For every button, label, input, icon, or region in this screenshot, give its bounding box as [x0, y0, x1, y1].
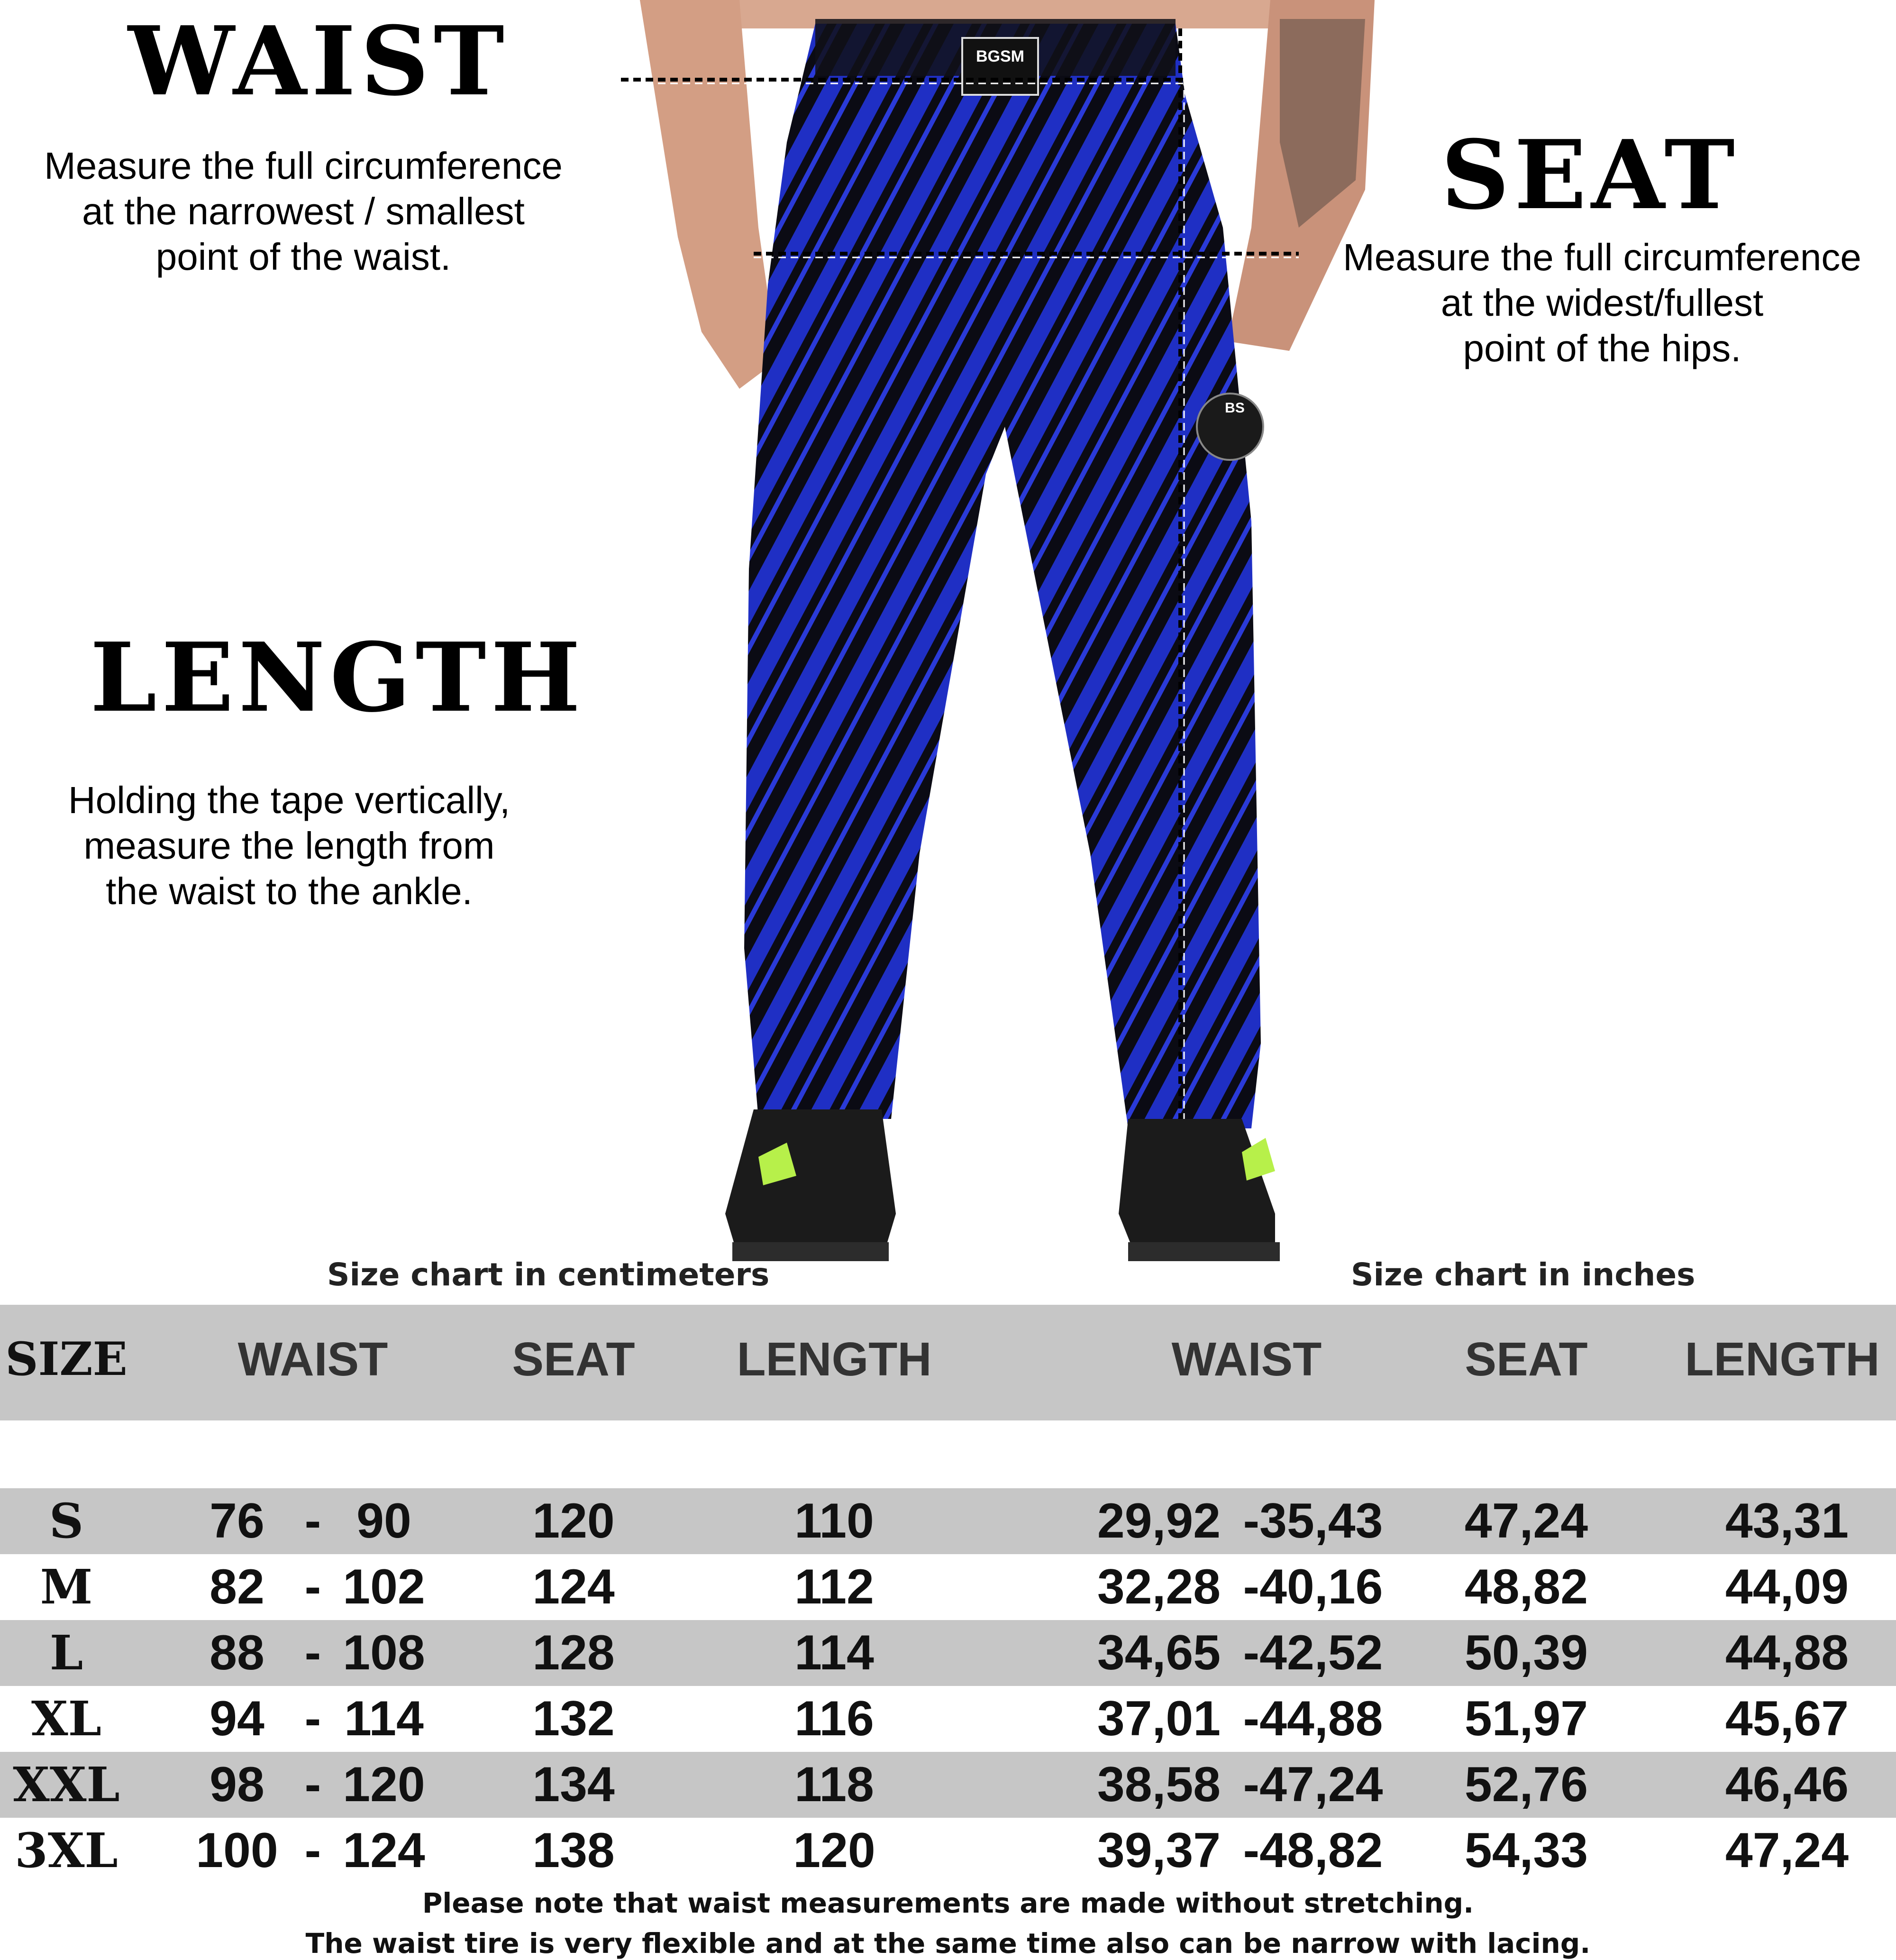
cell-cm-length: 112 [794, 1559, 874, 1614]
product-photo [621, 0, 1379, 1271]
cell-cm-waist-min: 82 [210, 1559, 264, 1614]
cell-in-seat: 47,24 [1464, 1493, 1588, 1548]
cell-cm-waist-min: 98 [210, 1757, 264, 1812]
waist-description [0, 143, 607, 280]
range-dash: - [304, 1493, 321, 1548]
right-shoe [1119, 1119, 1275, 1261]
cell-cm-waist-max: 90 [356, 1493, 411, 1548]
cell-in-length: 43,31 [1725, 1493, 1849, 1548]
cell-in-waist-max: -42,52 [1243, 1625, 1383, 1680]
table-row [0, 1620, 1896, 1686]
cell-in-waist-min: 34,65 [1097, 1625, 1221, 1680]
cell-in-waist-max: -44,88 [1243, 1691, 1383, 1746]
range-dash: - [304, 1757, 321, 1812]
cell-in-waist-max: -47,24 [1243, 1757, 1383, 1812]
cell-in-seat: 48,82 [1464, 1559, 1588, 1614]
cell-cm-seat: 124 [532, 1559, 615, 1614]
cell-in-length: 45,67 [1725, 1691, 1849, 1746]
logo-patch-text: BS [1225, 400, 1245, 416]
caption-centimeters: Size chart in centimeters [327, 1256, 770, 1293]
cell-in-length: 44,09 [1725, 1559, 1849, 1614]
cell-size: XL [31, 1691, 101, 1747]
range-dash: - [304, 1691, 321, 1746]
cell-cm-waist-max: 114 [344, 1691, 424, 1746]
cell-in-waist-max: -40,16 [1243, 1559, 1383, 1614]
waist-description-line: Measure the full circumference [44, 145, 563, 187]
seat-description-line: at the widest/fullest [1440, 282, 1764, 324]
cell-in-length: 44,88 [1725, 1625, 1849, 1680]
seat-description [1308, 235, 1896, 371]
header-cm-seat: SEAT [512, 1333, 635, 1386]
cell-size: 3XL [15, 1823, 118, 1878]
lacing-note: The waist tire is very flexible and at the same time also can be narrow with lacing. [305, 1927, 1591, 1960]
waist-description-line: at the narrowest / smallest [82, 190, 525, 232]
cell-cm-waist-max: 120 [343, 1757, 425, 1812]
seat-heading: SEAT [1441, 119, 1740, 231]
cell-in-waist-min: 38,58 [1097, 1757, 1221, 1812]
cell-in-waist-min: 32,28 [1097, 1559, 1221, 1614]
left-shoe [725, 1109, 896, 1261]
caption-inches: Size chart in inches [1351, 1256, 1695, 1293]
cell-in-seat: 51,97 [1464, 1691, 1588, 1746]
table-row [0, 1686, 1896, 1752]
header-in-seat: SEAT [1465, 1333, 1588, 1386]
range-dash: - [304, 1625, 321, 1680]
cell-cm-waist-max: 102 [343, 1559, 425, 1614]
range-dash: - [304, 1823, 321, 1878]
range-dash: - [304, 1559, 321, 1614]
length-description [28, 778, 550, 914]
cell-in-seat: 52,76 [1464, 1757, 1588, 1812]
cell-cm-length: 118 [794, 1757, 874, 1812]
cell-size: S [49, 1493, 84, 1549]
seat-description-line: Measure the full circumference [1343, 236, 1861, 278]
cell-in-waist-max: -35,43 [1243, 1493, 1383, 1548]
right-sole [1128, 1242, 1280, 1261]
cell-cm-seat: 138 [532, 1823, 615, 1878]
seat-description-line: point of the hips. [1463, 327, 1741, 369]
cell-size: XXL [13, 1757, 120, 1813]
table-row [0, 1818, 1896, 1884]
cell-in-waist-min: 29,92 [1097, 1493, 1221, 1548]
cell-cm-waist-min: 88 [210, 1625, 264, 1680]
cell-cm-waist-max: 108 [343, 1625, 425, 1680]
length-description-line: measure the length from [83, 824, 495, 867]
table-row [0, 1488, 1896, 1554]
cell-size: L [49, 1625, 83, 1681]
waistband-label [962, 38, 1038, 95]
length-heading: LENGTH [90, 622, 585, 733]
stretch-note: Please note that waist measurements are made without stretching. [422, 1887, 1474, 1919]
cell-cm-seat: 134 [532, 1757, 615, 1812]
cell-in-waist-min: 37,01 [1097, 1691, 1221, 1746]
header-in-waist: WAIST [1171, 1333, 1322, 1386]
cell-in-waist-min: 39,37 [1097, 1823, 1221, 1878]
cell-cm-length: 120 [793, 1823, 875, 1878]
length-description-line: Holding the tape vertically, [68, 779, 510, 821]
cell-cm-waist-min: 100 [196, 1823, 278, 1878]
length-description-line: the waist to the ankle. [106, 870, 473, 912]
table-header [0, 1305, 1896, 1420]
header-cm-waist: WAIST [237, 1333, 388, 1386]
cell-cm-length: 114 [794, 1625, 874, 1680]
cell-cm-seat: 132 [532, 1691, 615, 1746]
left-arm [640, 0, 777, 389]
cell-cm-length: 116 [794, 1691, 874, 1746]
cell-cm-length: 110 [794, 1493, 874, 1548]
cell-cm-waist-max: 124 [343, 1823, 425, 1878]
table-row [0, 1554, 1896, 1620]
table-row [0, 1752, 1896, 1818]
cell-cm-waist-min: 94 [210, 1691, 264, 1746]
waistband-label-text: BGSM [976, 47, 1024, 65]
cell-in-waist-max: -48,82 [1243, 1823, 1383, 1878]
header-in-length: LENGTH [1685, 1333, 1880, 1386]
cell-in-length: 46,46 [1725, 1757, 1849, 1812]
waist-description-line: point of the waist. [155, 236, 451, 278]
waist-heading: WAIST [128, 6, 509, 117]
header-cm-length: LENGTH [737, 1333, 932, 1386]
cell-size: M [40, 1559, 93, 1615]
cell-cm-waist-min: 76 [210, 1493, 264, 1548]
cell-in-seat: 54,33 [1464, 1823, 1588, 1878]
cell-in-seat: 50,39 [1464, 1625, 1588, 1680]
cell-cm-seat: 120 [532, 1493, 615, 1548]
header-size: SIZE [5, 1332, 128, 1386]
cell-in-length: 47,24 [1725, 1823, 1849, 1878]
cell-cm-seat: 128 [532, 1625, 615, 1680]
